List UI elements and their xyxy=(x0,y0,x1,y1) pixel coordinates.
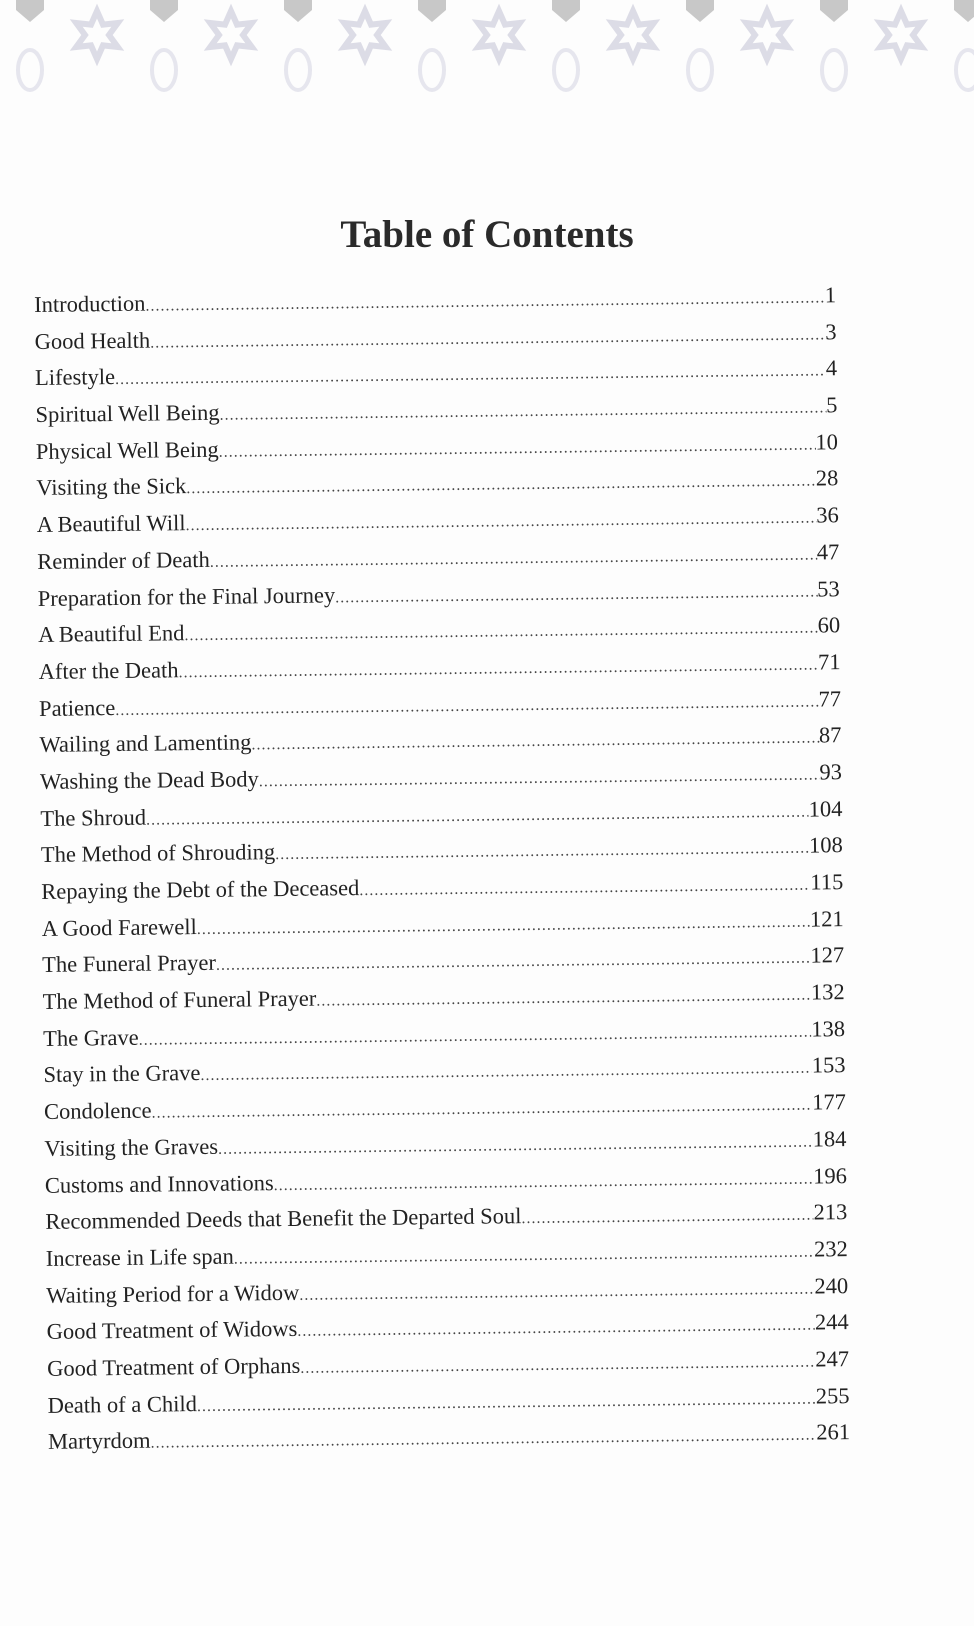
toc-entry-title: Good Treatment of Widows xyxy=(46,1316,298,1345)
dot-leader xyxy=(184,620,817,646)
ornament-star xyxy=(746,11,788,59)
ornament-oval xyxy=(554,50,578,90)
toc-entry-title: Good Treatment of Orphans xyxy=(46,1352,301,1381)
ornament-motif xyxy=(552,0,580,22)
dot-leader xyxy=(216,950,811,975)
toc-entry-page: 10 xyxy=(815,428,839,455)
toc-entry-title: The Funeral Prayer xyxy=(42,950,217,978)
toc-entry-title: The Grave xyxy=(42,1024,139,1051)
toc-entry-page: 244 xyxy=(814,1309,849,1335)
dot-leader xyxy=(300,1353,815,1377)
toc-entry-page: 240 xyxy=(814,1272,849,1299)
ornament-star xyxy=(880,11,922,59)
dot-leader xyxy=(210,546,817,571)
ornament-oval xyxy=(688,50,712,90)
dot-leader xyxy=(219,399,826,424)
ornament-motif xyxy=(954,0,974,22)
toc-entry-page: 121 xyxy=(809,905,844,932)
dot-leader xyxy=(115,693,818,720)
toc-entry-page: 4 xyxy=(825,355,838,381)
ornament-motif xyxy=(284,0,312,22)
toc-entry-title: Condolence xyxy=(43,1097,152,1125)
dot-leader xyxy=(139,1023,812,1049)
ornament-motif xyxy=(418,0,446,22)
toc-entry-title: Lifestyle xyxy=(34,364,116,391)
toc-entry-page: 177 xyxy=(812,1089,847,1115)
toc-entry-page: 138 xyxy=(811,1015,846,1042)
dot-leader xyxy=(150,326,825,352)
dot-leader xyxy=(151,1097,812,1123)
toc-entry-title: Wailing and Lamenting xyxy=(39,729,252,758)
dot-leader xyxy=(145,289,825,315)
toc-entry-page: 3 xyxy=(825,318,837,345)
toc-entry-title: A Beautiful End xyxy=(38,620,185,648)
toc-entry-page: 232 xyxy=(813,1236,848,1262)
ornament-oval xyxy=(822,50,846,90)
toc-entry-title: Death of a Child xyxy=(47,1390,198,1418)
ornament-motif xyxy=(150,0,178,22)
toc-entry-title: Customs and Innovations xyxy=(44,1169,274,1198)
toc-entry-page: 53 xyxy=(817,575,840,601)
dot-leader xyxy=(521,1207,813,1229)
dot-leader xyxy=(218,1133,813,1158)
dot-leader xyxy=(297,1317,815,1341)
toc-entry-title: Increase in Life span xyxy=(45,1243,234,1271)
toc-entry-title: After the Death xyxy=(38,657,179,684)
ornament-star xyxy=(612,11,654,59)
toc-entry-page: 36 xyxy=(816,502,839,528)
dot-leader xyxy=(186,473,816,499)
dot-leader xyxy=(359,877,810,901)
ornament-oval xyxy=(956,50,974,90)
toc-entry-title: Washing the Dead Body xyxy=(39,766,259,794)
toc-entry-page: 115 xyxy=(810,869,844,895)
ornament-motif xyxy=(686,0,714,22)
toc-entry-page: 1 xyxy=(824,282,837,308)
dot-leader xyxy=(150,1427,816,1453)
toc-entry-title: Waiting Period for a Widow xyxy=(46,1279,300,1308)
table-of-contents xyxy=(34,282,850,1466)
dot-leader xyxy=(316,987,811,1011)
dot-leader xyxy=(275,840,809,865)
toc-entry-title: Visiting the Graves xyxy=(44,1133,219,1161)
toc-entry-title: Patience xyxy=(38,694,116,721)
ornament-star xyxy=(478,11,520,59)
ornament-oval xyxy=(286,50,310,90)
dot-leader xyxy=(200,1060,812,1085)
toc-entry-page: 60 xyxy=(817,612,841,638)
dot-leader xyxy=(197,1390,816,1416)
toc-entry-page: 153 xyxy=(811,1052,846,1078)
ornament-motif xyxy=(820,0,848,22)
toc-entry-title: Martyrdom xyxy=(47,1427,151,1455)
toc-entry-page: 87 xyxy=(818,722,842,748)
toc-entry-page: 5 xyxy=(826,392,838,418)
toc-entry-title: Physical Well Being xyxy=(35,436,219,464)
toc-entry-page: 261 xyxy=(816,1419,851,1445)
toc-entry-title: Visiting the Sick xyxy=(36,473,187,501)
toc-entry-title: Good Health xyxy=(34,327,151,354)
dot-leader xyxy=(274,1170,814,1195)
toc-entry-title: Introduction xyxy=(34,290,146,317)
dot-leader xyxy=(251,730,819,755)
ornament-star xyxy=(344,11,386,59)
toc-entry-page: 184 xyxy=(812,1125,847,1152)
toc-entry-title: Stay in the Grave xyxy=(43,1060,201,1088)
decorative-header-ornament xyxy=(0,0,974,130)
toc-entry-title: The Method of Shrouding xyxy=(40,839,276,868)
ornament-motif xyxy=(16,0,44,22)
dot-leader xyxy=(259,766,820,791)
toc-entry-title: A Beautiful Will xyxy=(36,510,186,538)
toc-entry-title: Spiritual Well Being xyxy=(35,399,220,428)
ornament-oval xyxy=(420,50,444,90)
dot-leader xyxy=(299,1280,814,1304)
dot-leader xyxy=(185,510,816,536)
toc-entry-title: The Shroud xyxy=(40,804,147,831)
toc-entry-page: 108 xyxy=(808,832,843,858)
dot-leader xyxy=(146,803,809,829)
dot-leader xyxy=(219,436,816,461)
toc-entry-page: 71 xyxy=(817,649,841,675)
toc-entry-title: Preparation for the Final Journey xyxy=(37,581,336,611)
toc-entry-page: 255 xyxy=(815,1382,850,1409)
toc-entry-page: 77 xyxy=(818,685,842,712)
ornament-oval xyxy=(152,50,176,90)
ornament-star xyxy=(76,11,118,59)
toc-entry-page: 247 xyxy=(815,1346,850,1372)
toc-entry-title: Repaying the Debt of the Deceased xyxy=(41,875,360,904)
toc-entry-page: 213 xyxy=(813,1199,848,1225)
dot-leader xyxy=(178,656,818,682)
toc-entry-page: 104 xyxy=(808,795,843,822)
toc-entry-title: A Good Farewell xyxy=(41,913,197,941)
toc-entry-page: 127 xyxy=(810,942,845,968)
toc-entry-title: The Method of Funeral Prayer xyxy=(42,985,317,1015)
toc-entry-page: 132 xyxy=(810,979,845,1005)
toc-entry-page: 28 xyxy=(815,465,839,491)
dot-leader xyxy=(197,913,810,938)
toc-entry-title: Reminder of Death xyxy=(37,546,210,574)
ornament-oval xyxy=(18,50,42,90)
dot-leader xyxy=(335,583,817,607)
ornament-star xyxy=(210,11,252,59)
toc-entry-page: 47 xyxy=(816,538,840,565)
toc-entry-page: 93 xyxy=(819,759,843,785)
dot-leader xyxy=(234,1243,814,1268)
dot-leader xyxy=(115,363,826,390)
page-title: Table of Contents xyxy=(340,213,634,257)
toc-entry-title: Recommended Deeds that Benefit the Departed Soul xyxy=(45,1203,522,1235)
toc-entry-page: 196 xyxy=(812,1162,848,1189)
